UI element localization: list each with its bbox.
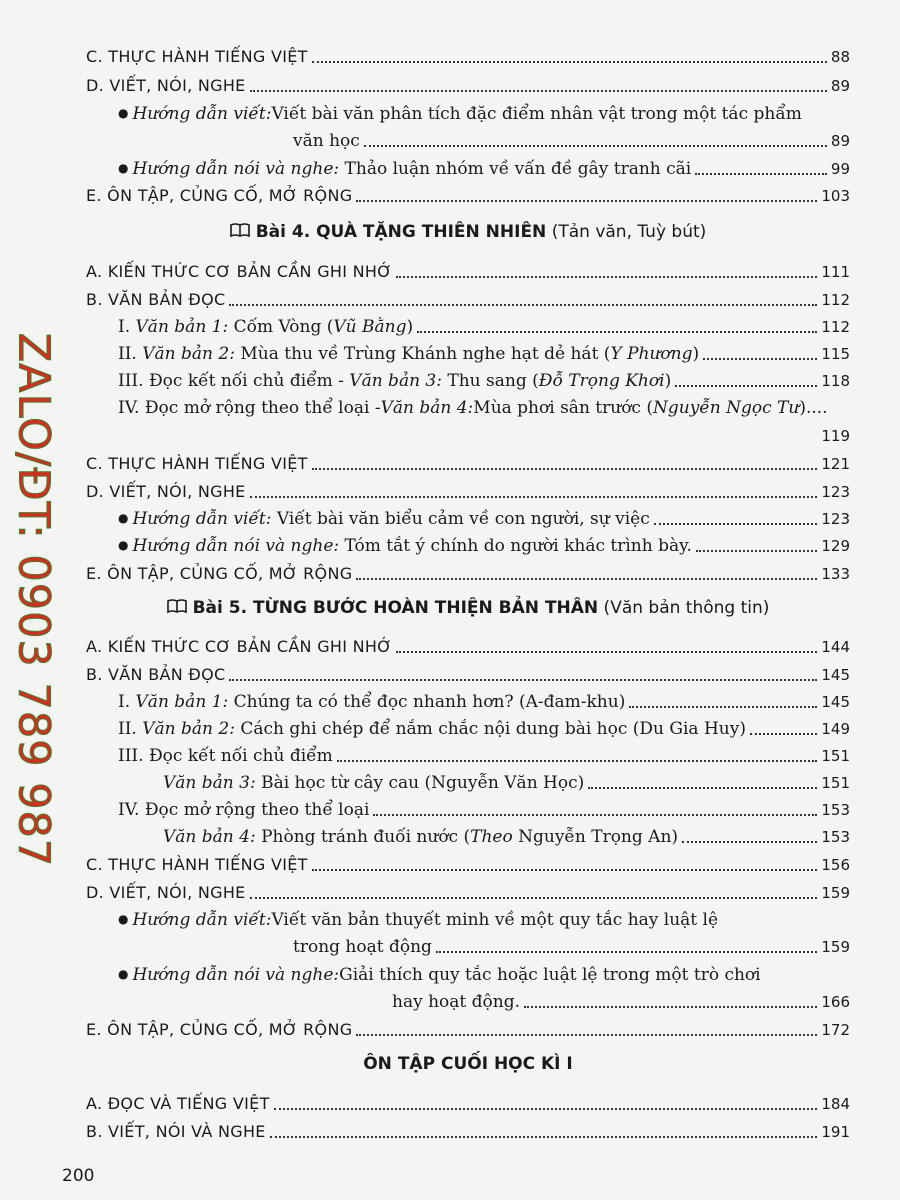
entry-label: B. VIẾT, NÓI VÀ NGHE <box>86 1122 266 1141</box>
dot-leader <box>588 787 817 789</box>
entry-prefix: Hướng dẫn viết: <box>132 910 272 930</box>
entry-author: Theo <box>470 827 513 847</box>
entry-label: C. THỰC HÀNH TIẾNG VIỆT <box>86 454 308 473</box>
toc-entry: II. Văn bản 2: Mùa thu về Trùng Khánh nghe hạt dẻ hát (Y Phương) 115 <box>118 344 850 364</box>
page-number: 200 <box>62 1166 95 1186</box>
dot-leader <box>270 1136 818 1138</box>
entry-label: A. KIẾN THỨC CƠ BẢN CẦN GHI NHỚ <box>86 262 393 281</box>
dot-leader <box>364 145 827 147</box>
dot-leader <box>436 951 817 953</box>
lesson-heading <box>86 222 850 252</box>
toc-entry <box>86 557 850 585</box>
toc-entry <box>118 958 761 986</box>
dot-leader <box>356 200 817 202</box>
entry-page: 103 <box>821 187 850 205</box>
toc-entry <box>86 447 850 475</box>
dot-leader <box>337 760 818 762</box>
dot-leader <box>274 1108 818 1110</box>
dot-leader <box>229 304 817 306</box>
entry-page: 172 <box>821 1021 850 1039</box>
toc-entry <box>86 179 850 207</box>
dot-leader <box>682 841 817 843</box>
dot-leader <box>356 1034 817 1036</box>
entry-label: IV. Đọc mở rộng theo thể loại <box>118 800 370 820</box>
watermark-text: ZALO/ĐT: 0903 789 987 <box>8 332 59 868</box>
entry-prefix: Hướng dẫn nói và nghe: <box>132 159 340 179</box>
entry-label: Thảo luận nhóm về vấn đề gây tranh cãi <box>339 159 692 179</box>
entry-page: 149 <box>821 720 850 738</box>
entry-label: C. THỰC HÀNH TIẾNG VIỆT <box>86 47 308 66</box>
dot-leader <box>250 496 818 498</box>
entry-prefix: Hướng dẫn nói và nghe: <box>132 965 340 985</box>
toc-entry: Văn bản 3: Bài học từ cây cau (Nguyễn Văn Học) 151 <box>163 773 850 793</box>
toc-entry <box>118 152 850 180</box>
toc-entry <box>780 419 850 447</box>
entry-label: B. VĂN BẢN ĐỌC <box>86 290 226 309</box>
toc-entry <box>118 793 850 821</box>
toc-entry: Văn bản 4: Phòng tránh đuối nước (Theo Nguyễn Trọng An) 153 <box>163 827 850 847</box>
entry-page: 119 <box>821 427 850 445</box>
entry-label: hay hoạt động. <box>392 992 520 1012</box>
entry-prefix: Văn bản 4: <box>380 398 474 418</box>
entry-label: Viết bài văn phân tích đặc điểm nhân vật trong một tác phẩm <box>271 104 802 124</box>
entry-prefix: Văn bản 2: <box>142 344 235 364</box>
entry-label: Viết văn bản thuyết minh về một quy tắc hay luật lệ <box>271 910 719 930</box>
entry-label: A. ĐỌC VÀ TIẾNG VIỆT <box>86 1094 270 1113</box>
dot-leader <box>654 523 818 525</box>
entry-page: 118 <box>821 372 850 390</box>
entry-prefix: Hướng dẫn viết: <box>132 104 272 124</box>
toc-entry <box>86 475 850 503</box>
dot-leader <box>250 897 818 899</box>
toc-entry <box>293 930 850 958</box>
entry-label: E. ÔN TẬP, CỦNG CỐ, MỞ RỘNG <box>86 564 353 583</box>
toc-entry <box>86 255 850 283</box>
open-book-icon <box>167 599 187 614</box>
entry-label: D. VIẾT, NÓI, NGHE <box>86 76 246 95</box>
entry-page: 112 <box>821 318 850 336</box>
watermark <box>2 305 64 895</box>
lesson-heading <box>86 598 850 628</box>
entry-page: 123 <box>821 510 850 528</box>
toc-entry <box>118 97 802 125</box>
dot-leader <box>250 90 827 92</box>
entry-label: C. THỰC HÀNH TIẾNG VIỆT <box>86 855 308 874</box>
entry-label: A. KIẾN THỨC CƠ BẢN CẦN GHI NHỚ <box>86 637 393 656</box>
entry-label: D. VIẾT, NÓI, NGHE <box>86 883 246 902</box>
toc-entry <box>86 69 850 97</box>
entry-label: E. ÔN TẬP, CỦNG CỐ, MỞ RỘNG <box>86 1020 353 1039</box>
entry-page: 112 <box>821 291 850 309</box>
dot-leader <box>312 869 818 871</box>
bullet-icon: ● <box>118 967 129 981</box>
entry-page: 156 <box>821 856 850 874</box>
toc-entry <box>118 739 850 767</box>
entry-label: E. ÔN TẬP, CỦNG CỐ, MỞ RỘNG <box>86 186 353 205</box>
lesson-title: Bài 5. TỪNG BƯỚC HOÀN THIỆN BẢN THÂN <box>192 598 599 618</box>
entry-prefix: Văn bản 1: <box>135 692 229 712</box>
entry-prefix: Hướng dẫn viết: <box>132 509 272 529</box>
entry-prefix: Văn bản 3: <box>349 371 442 391</box>
toc-entry <box>86 1087 850 1115</box>
entry-prefix: Văn bản 1: <box>135 317 229 337</box>
entry-author: Nguyễn Ngọc Tư <box>653 398 800 418</box>
entry-prefix: Văn bản 4: <box>163 827 256 847</box>
entry-label: III. Đọc kết nối chủ điểm <box>118 746 333 766</box>
dot-leader <box>750 733 817 735</box>
dot-leader <box>396 651 817 653</box>
dot-leader <box>675 385 817 387</box>
entry-prefix: Văn bản 2: <box>142 719 235 739</box>
entry-label: văn học <box>293 131 360 151</box>
dot-leader <box>629 706 817 708</box>
entry-page: 153 <box>821 801 850 819</box>
toc-entry <box>86 283 850 311</box>
entry-prefix: Hướng dẫn nói và nghe: <box>132 536 340 556</box>
entry-author: Đỗ Trọng Khơi <box>538 371 665 391</box>
entry-page: 145 <box>821 693 850 711</box>
entry-author: Y Phương <box>610 344 693 364</box>
entry-page: 159 <box>821 938 850 956</box>
entry-label: D. VIẾT, NÓI, NGHE <box>86 482 246 501</box>
bullet-icon: ● <box>118 106 129 120</box>
dot-leader <box>695 173 827 175</box>
dot-leader <box>312 468 818 470</box>
entry-page: 159 <box>821 884 850 902</box>
entry-page: 184 <box>821 1095 850 1113</box>
toc-entry: IV. Đọc mở rộng theo thể loại - Văn bản 4: Mùa phơi sân trước ( Nguyễn Ngọc Tư ).... <box>118 398 828 418</box>
dot-leader <box>356 578 817 580</box>
entry-page: 115 <box>821 345 850 363</box>
bullet-icon: ● <box>118 511 129 525</box>
lesson-title: Bài 4. QUÀ TẶNG THIÊN NHIÊN <box>255 222 547 242</box>
entry-page: 89 <box>830 132 850 150</box>
toc-entry <box>86 658 850 686</box>
entry-page: 191 <box>821 1123 850 1141</box>
lesson-subtitle: (Tản văn, Tuỳ bút) <box>546 222 707 242</box>
entry-label: trong hoạt động <box>293 937 432 957</box>
dot-leader <box>373 814 817 816</box>
toc-entry <box>293 124 850 152</box>
toc-entry <box>86 1115 850 1143</box>
entry-label: B. VĂN BẢN ĐỌC <box>86 665 226 684</box>
entry-page: 111 <box>821 263 850 281</box>
toc-entry: II. Văn bản 2: Cách ghi chép để nắm chắc nội dung bài học (Du Gia Huy) 149 <box>118 719 850 739</box>
entry-page: 153 <box>821 828 850 846</box>
entry-prefix: Văn bản 3: <box>163 773 256 793</box>
entry-page: 145 <box>821 666 850 684</box>
entry-page: 89 <box>830 77 850 95</box>
toc-entry: ● Hướng dẫn viết: Viết bài văn biểu cảm về con người, sự việc 123 <box>118 509 850 529</box>
toc-entry <box>86 1013 850 1041</box>
entry-page: 166 <box>821 993 850 1011</box>
review-heading <box>86 1054 850 1084</box>
entry-page: 151 <box>821 774 850 792</box>
toc-entry <box>392 985 850 1013</box>
entry-page: 123 <box>821 483 850 501</box>
entry-author: Vũ Bằng <box>333 317 407 337</box>
dot-leader <box>312 61 827 63</box>
entry-page: 129 <box>821 537 850 555</box>
toc-entry: I. Văn bản 1: Cốm Vòng (Vũ Bằng) 112 <box>118 317 850 337</box>
toc-entry: I. Văn bản 1: Chúng ta có thể đọc nhanh hơn? (A-đam-khu) 145 <box>118 692 850 712</box>
open-book-icon <box>230 223 250 238</box>
entry-page: 133 <box>821 565 850 583</box>
entry-page: 121 <box>821 455 850 473</box>
dot-leader <box>417 331 817 333</box>
entry-label: Giải thích quy tắc hoặc luật lệ trong một trò chơi <box>339 965 761 985</box>
toc-entry: III. Đọc kết nối chủ điểm - Văn bản 3: Thu sang (Đỗ Trọng Khơi) 118 <box>118 371 850 391</box>
toc-entry <box>118 903 718 931</box>
bullet-icon: ● <box>118 161 129 175</box>
dot-leader <box>229 679 817 681</box>
toc-entry <box>86 876 850 904</box>
toc-entry: ● Hướng dẫn nói và nghe: Tóm tắt ý chính do người khác trình bày. 129 <box>118 536 850 556</box>
toc-entry <box>86 848 850 876</box>
review-title: ÔN TẬP CUỐI HỌC KÌ I <box>363 1054 573 1074</box>
dot-leader <box>696 550 817 552</box>
toc-entry <box>86 40 850 68</box>
entry-page: 88 <box>830 48 850 66</box>
bullet-icon: ● <box>118 538 129 552</box>
dot-leader <box>524 1006 817 1008</box>
entry-page: 144 <box>821 638 850 656</box>
dot-leader <box>703 358 817 360</box>
bullet-icon: ● <box>118 912 129 926</box>
dot-leader <box>396 276 817 278</box>
entry-page: 151 <box>821 747 850 765</box>
lesson-subtitle: (Văn bản thông tin) <box>598 598 770 618</box>
entry-page: 99 <box>830 160 850 178</box>
toc-entry <box>86 630 850 658</box>
